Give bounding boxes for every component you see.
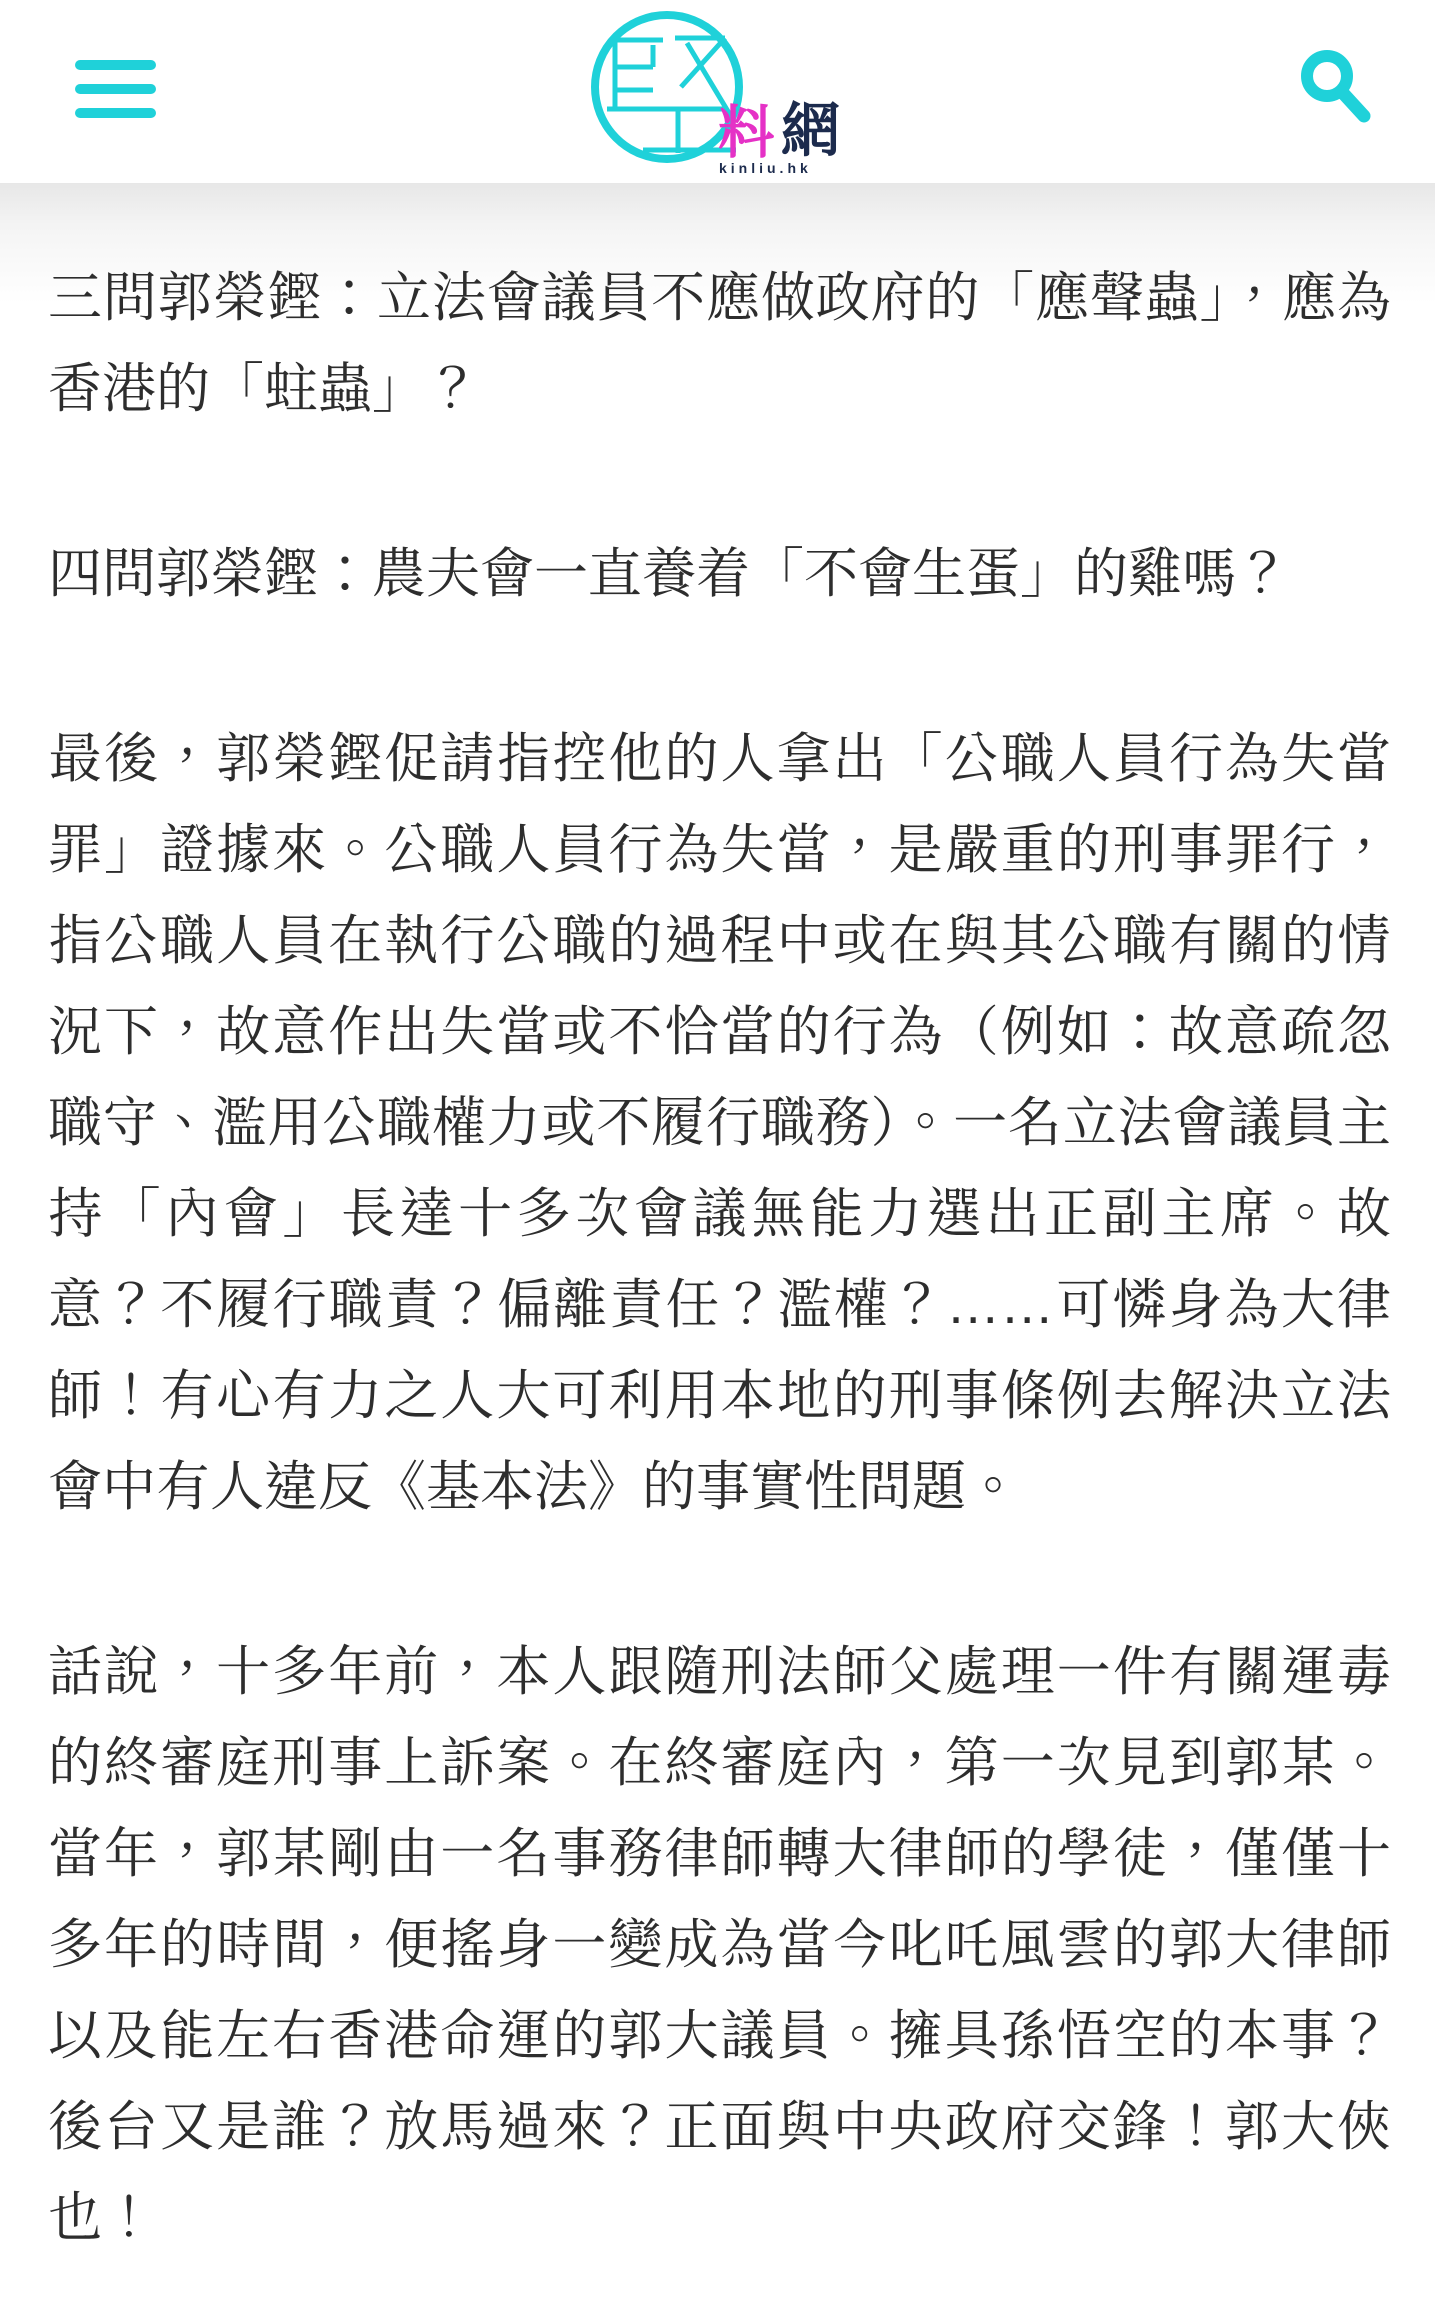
site-logo[interactable] (585, 5, 885, 180)
hamburger-bar (75, 60, 156, 70)
hamburger-bar (75, 108, 156, 118)
logo-domain-text: kinliu.hk (719, 160, 812, 176)
article-paragraph: 四問郭榮鏗：農夫會一直養着「不會生蛋」的雞嗎？ (48, 544, 1290, 604)
search-button[interactable] (1295, 45, 1380, 130)
hamburger-bar (75, 84, 156, 94)
article-paragraph: 最後，郭榮鏗促請指控他的人拿出「公職人員行為失當罪」證據來。公職人員行為失當，是嚴重的刑事罪行，指公職人員在執行公職的過程中或在與其公職有關的情況下，故意作出失當或不恰當的行為（例如：故意疏忽職守、濫用公職權力或不履行職務）。一名立法會議員主持「內會」長達十多次會議無能力選出正副主席。故意？不履行職責？偏離責任？濫權？……可憐身為大律師！有心有力之人大可利用本地的刑事條例去解決立法會中有人違反《基本法》的事實性問題。 (48, 729, 1391, 1517)
article-paragraph: 三問郭榮鏗：立法會議員不應做政府的「應聲蟲」，應為香港的「蛀蟲」？ (48, 268, 1391, 419)
logo-char-net: 網 (781, 98, 841, 164)
site-header (0, 0, 1435, 183)
search-icon (1295, 45, 1380, 130)
logo-char-liu: 料 (718, 101, 775, 165)
article-body (0, 183, 1435, 2297)
hamburger-menu-icon[interactable] (75, 60, 156, 120)
article-paragraph: 話說，十多年前，本人跟隨刑法師父處理一件有關運毒的終審庭刑事上訴案。在終審庭內，第一次見到郭某。當年，郭某剛由一名事務律師轉大律師的學徒，僅僅十多年的時間，便搖身一變成為當今叱吒風雲的郭大律師以及能左右香港命運的郭大議員。擁具孫悟空的本事？後台又是誰？放馬過來？正面與中央政府交鋒！郭大俠也！ (48, 1642, 1391, 2248)
